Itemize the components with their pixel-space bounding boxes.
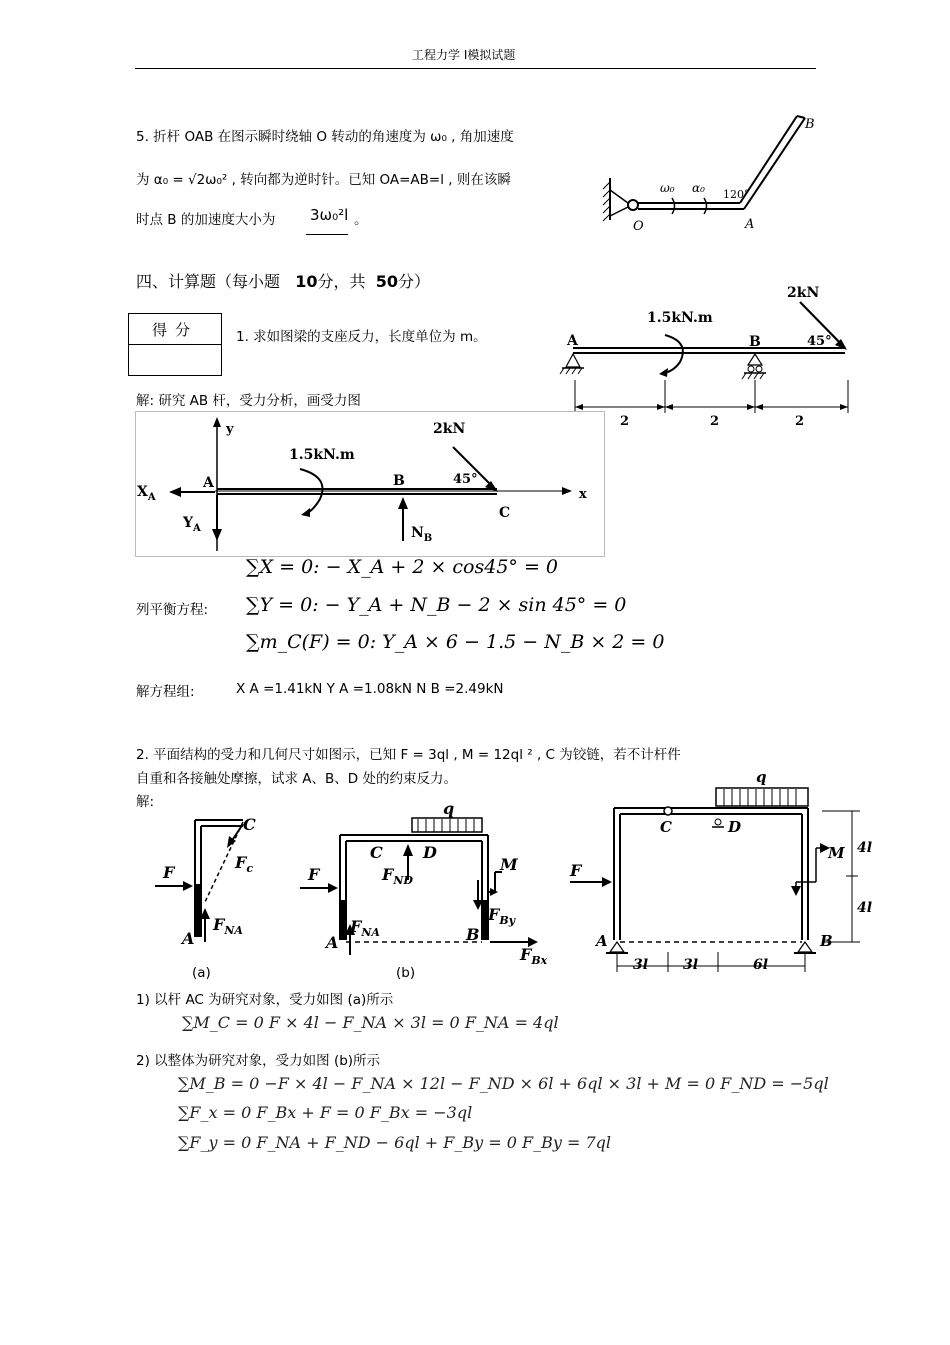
main-fig-dim1: 4l xyxy=(857,840,873,856)
q5-bent-rod-figure xyxy=(600,108,830,238)
q2-step2-equation-fy: ∑F_y = 0 F_NA + F_ND − 6ql + F_By = 0 F_By = 7ql xyxy=(178,1133,612,1152)
q1-fig-B: B xyxy=(749,334,761,350)
fig-a-caption: (a) xyxy=(192,965,211,981)
fbd-YA-label: $Y_A$ xyxy=(183,515,201,534)
main-fig-B: B xyxy=(820,932,833,950)
score-box-label: 得分 xyxy=(129,314,221,345)
q5-line3-suffix: 。 xyxy=(354,212,368,228)
q1-free-body-diagram xyxy=(135,411,605,557)
fbd-angle-label: 45° xyxy=(453,472,478,487)
q1-fig-d1: 2 xyxy=(620,414,630,429)
main-fig-A: A xyxy=(596,932,608,950)
q1-text: 1. 求如图梁的支座反力，长度单位为 m。 xyxy=(236,329,487,345)
q5-line2: 为 α₀ = √2ω₀² , 转向都为逆时针。已知 OA=AB=l , 则在该瞬 xyxy=(136,172,511,188)
fbd-A-label: A xyxy=(203,475,214,491)
fbd-force-label: 2kN xyxy=(433,421,466,437)
main-fig-C: C xyxy=(660,818,672,836)
q1-fig-d3: 2 xyxy=(795,414,805,429)
q5-label-B: B xyxy=(805,117,815,132)
q1-results: X A =1.41kN Y A =1.08kN N B =2.49kN xyxy=(236,681,504,697)
section4-title: 四、计算题（每小题 10分，共 50分） xyxy=(136,272,431,291)
q1-beam-figure xyxy=(555,280,860,430)
q5-label-O: O xyxy=(633,219,644,234)
score-box xyxy=(128,313,222,376)
q2-step1: 1) 以杆 AC 为研究对象，受力如图 (a)所示 xyxy=(136,992,394,1008)
fig-a-A: A xyxy=(182,929,195,948)
q2-line2: 自重和各接触处摩擦，试求 A、B、D 处的约束反力。 xyxy=(136,771,457,787)
fig-b-FNA: $F_{NA}$ xyxy=(350,917,380,939)
main-fig-q: q xyxy=(756,768,767,786)
score-box-blank[interactable] xyxy=(129,345,221,375)
fbd-x-axis-label: x xyxy=(579,487,587,502)
main-fig-D: D xyxy=(728,818,742,836)
q2-main-structure-figure xyxy=(560,740,890,980)
q5-label-alpha: α₀ xyxy=(692,181,705,195)
main-fig-F: F xyxy=(570,861,582,880)
fig-b-FND: $F_{ND}$ xyxy=(382,865,413,887)
q2-figure-b xyxy=(290,800,560,965)
fbd-XA-label: $X_A$ xyxy=(137,484,156,503)
main-fig-dim2: 4l xyxy=(857,900,873,916)
q1-fig-moment: 1.5kN.m xyxy=(647,310,713,326)
fig-b-FBx: $F_{Bx}$ xyxy=(520,945,548,965)
q1-equations-label: 列平衡方程: xyxy=(136,602,209,618)
q1-fig-d2: 2 xyxy=(710,414,720,429)
main-fig-M: M xyxy=(828,844,845,862)
q5-answer-underline xyxy=(306,234,348,235)
q1-equation-sum-x: ∑X = 0: − X_A + 2 × cos45° = 0 xyxy=(246,556,559,578)
q2-step2: 2) 以整体为研究对象，受力如图 (b)所示 xyxy=(136,1053,381,1069)
q2-step1-equation: ∑M_C = 0 F × 4l − F_NA × 3l = 0 F_NA = 4ql xyxy=(182,1013,559,1032)
q5-answer: 3ω₀²l xyxy=(310,206,349,224)
fbd-moment-label: 1.5kN.m xyxy=(289,447,355,463)
main-fig-d1: 3l xyxy=(633,957,649,973)
page-header-title: 工程力学 Ⅰ模拟试题 xyxy=(412,48,516,62)
q1-equation-moment-c: ∑m_C(F) = 0: Y_A × 6 − 1.5 − N_B × 2 = 0 xyxy=(246,631,665,653)
fig-a-F: F xyxy=(163,863,175,882)
fig-b-M: M xyxy=(500,855,518,874)
fig-b-FBy: $F_{By}$ xyxy=(488,905,516,927)
fbd-NB-label: $N_B$ xyxy=(411,525,433,544)
fig-a-Fc: $F_c$ xyxy=(235,853,254,875)
q1-fig-force: 2kN xyxy=(787,285,820,301)
q5-line3-prefix: 时点 B 的加速度大小为 xyxy=(136,212,276,228)
q5-line1: 5. 折杆 OAB 在图示瞬时绕轴 O 转动的角速度为 ω₀ , 角加速度 xyxy=(136,129,514,145)
q5-label-omega: ω₀ xyxy=(660,181,675,195)
q1-equation-sum-y: ∑Y = 0: − Y_A + N_B − 2 × sin 45° = 0 xyxy=(246,594,627,616)
q2-line1: 2. 平面结构的受力和几何尺寸如图示，已知 F = 3ql , M = 12ql ² , C 为铰链，若不计杆件 xyxy=(136,747,681,763)
q2-solution-label: 解: xyxy=(136,794,155,810)
main-fig-d3: 6l xyxy=(753,957,769,973)
fig-b-A: A xyxy=(326,933,339,952)
fig-b-caption: (b) xyxy=(396,965,416,981)
q2-step2-equation-moment: ∑M_B = 0 −F × 4l − F_NA × 12l − F_ND × 6l + 6ql × 3l + M = 0 F_ND = −5ql xyxy=(178,1074,829,1093)
q1-fig-angle: 45° xyxy=(807,334,832,349)
fig-a-C: C xyxy=(243,815,256,834)
main-fig-d2: 3l xyxy=(683,957,699,973)
q2-figure-a xyxy=(145,812,265,952)
q5-label-angle: 120° xyxy=(723,188,750,201)
q1-result-label: 解方程组: xyxy=(136,684,195,700)
q2-step2-equation-fx: ∑F_x = 0 F_Bx + F = 0 F_Bx = −3ql xyxy=(178,1103,473,1122)
fig-b-F: F xyxy=(308,865,320,884)
fbd-y-axis-label: y xyxy=(226,422,234,437)
header-rule xyxy=(135,68,816,69)
fig-b-q: q xyxy=(443,800,455,818)
fbd-C-label: C xyxy=(499,505,511,521)
fig-a-FNA: $F_{NA}$ xyxy=(213,915,243,937)
fig-b-D: D xyxy=(423,843,437,862)
fig-b-C: C xyxy=(370,843,383,862)
q1-solution-intro: 解: 研究 AB 杆，受力分析，画受力图 xyxy=(136,393,361,409)
q1-fig-A: A xyxy=(567,333,578,349)
fig-b-B: B xyxy=(466,925,480,944)
fbd-B-label: B xyxy=(393,473,405,489)
q5-label-A: A xyxy=(745,217,755,232)
